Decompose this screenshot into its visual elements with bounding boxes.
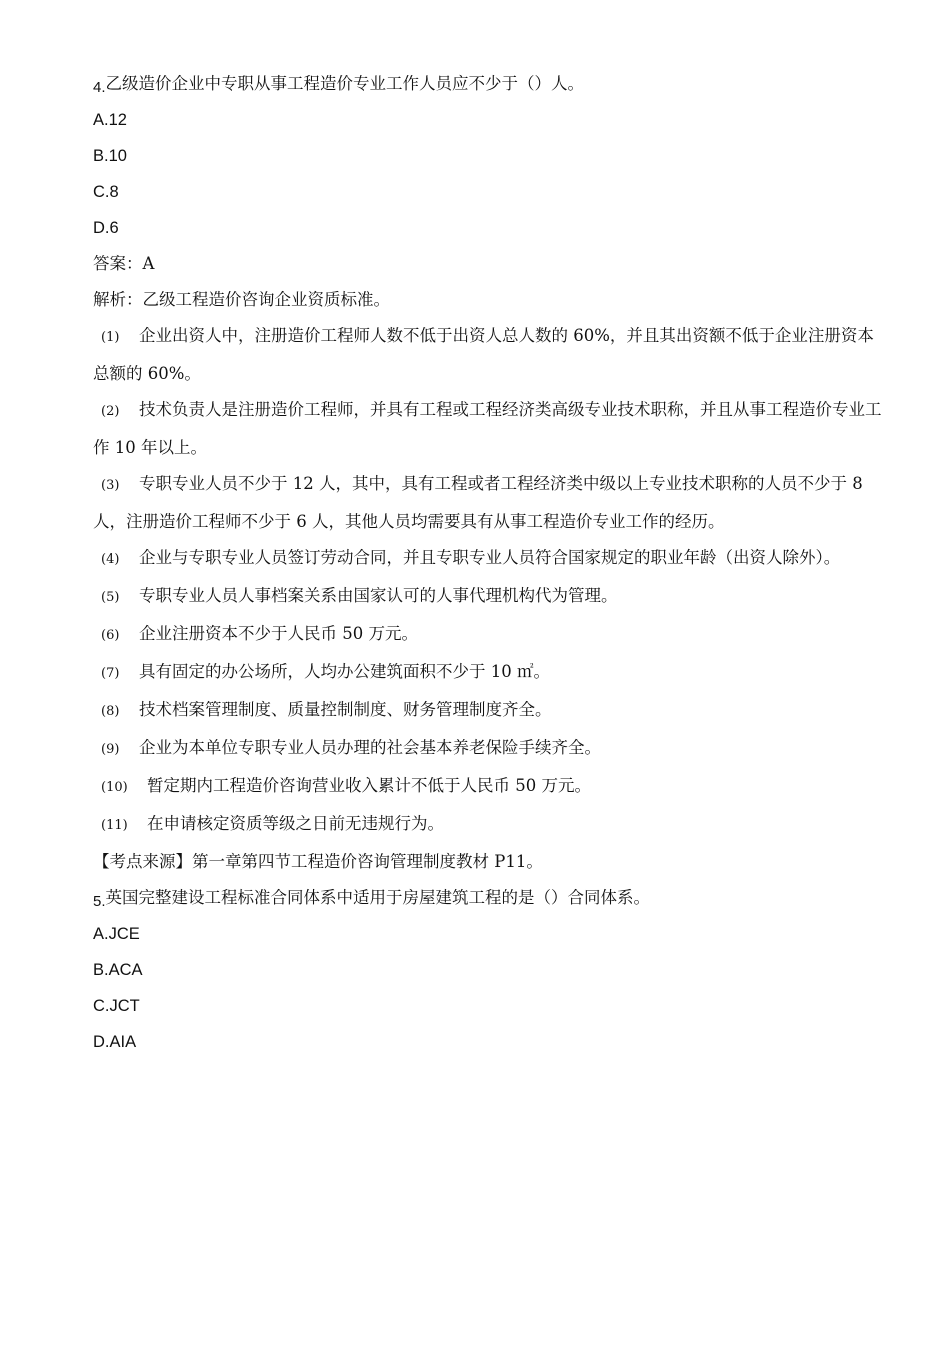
option-b: B.ACA xyxy=(93,961,143,979)
option-d: D.6 xyxy=(93,219,119,237)
document-page xyxy=(93,66,883,1060)
item-text: 企业与专职专业人员签订劳动合同，并且专职专业人员符合国家规定的职业年龄（出资人除外）。 xyxy=(139,548,841,567)
item-text: 技术档案管理制度、质量控制制度、财务管理制度齐全。 xyxy=(139,700,552,719)
analysis-item xyxy=(93,466,883,540)
option-b: B.10 xyxy=(93,147,127,165)
analysis-item xyxy=(93,806,883,844)
item-number: (2) xyxy=(101,404,120,419)
analysis-title: 解析：乙级工程造价咨询企业资质标准。 xyxy=(93,290,390,309)
item-text: 暂定期内工程造价咨询营业收入累计不低于人民币 50 万元。 xyxy=(147,776,591,795)
analysis-item xyxy=(93,392,883,466)
item-number: (9) xyxy=(101,742,120,757)
item-number: (4) xyxy=(101,552,120,567)
option-d: D.AIA xyxy=(93,1033,137,1051)
item-text: 企业出资人中，注册造价工程师人数不低于出资人总人数的 60%，并且其出资额不低于企业注册资本总额的 60%。 xyxy=(93,326,874,383)
analysis-item xyxy=(93,654,883,692)
item-text: 专职专业人员不少于 12 人，其中，具有工程或者工程经济类中级以上专业技术职称的人员不少于 8 人，注册造价工程师不少于 6 人，其他人员均需要具有从事工程造价专业工作的经历。 xyxy=(93,474,863,531)
analysis-item xyxy=(93,768,883,806)
option-c: C.8 xyxy=(93,183,119,201)
item-number: (3) xyxy=(101,478,120,493)
option-c: C.JCT xyxy=(93,997,140,1015)
item-number: (5) xyxy=(101,590,120,605)
item-number: (1) xyxy=(101,330,120,345)
source-note: 【考点来源】第一章第四节工程造价咨询管理制度教材 P11。 xyxy=(93,852,543,871)
analysis-item xyxy=(93,540,883,578)
analysis-item xyxy=(93,616,883,654)
question-4-stem xyxy=(93,66,883,102)
item-number: (6) xyxy=(101,628,120,643)
question-text: 乙级造价企业中专职从事工程造价专业工作人员应不少于（）人。 xyxy=(105,74,585,93)
question-number: 5. xyxy=(93,893,106,910)
question-text: 英国完整建设工程标准合同体系中适用于房屋建筑工程的是（）合同体系。 xyxy=(105,888,651,907)
analysis-item xyxy=(93,318,883,392)
question-5-stem xyxy=(93,880,883,916)
item-text: 具有固定的办公场所，人均办公建筑面积不少于 10 ㎡。 xyxy=(139,662,550,681)
analysis-item xyxy=(93,730,883,768)
option-a: A.12 xyxy=(93,111,127,129)
item-text: 技术负责人是注册造价工程师，并具有工程或工程经济类高级专业技术职称，并且从事工程造价专业工作 10 年以上。 xyxy=(93,400,882,457)
item-text: 在申请核定资质等级之日前无违规行为。 xyxy=(147,814,444,833)
item-number: (11) xyxy=(101,818,128,833)
option-a: A.JCE xyxy=(93,925,140,943)
item-number: (10) xyxy=(101,780,128,795)
question-number: 4. xyxy=(93,79,106,96)
analysis-item xyxy=(93,692,883,730)
answer-line: 答案：A xyxy=(93,254,155,273)
item-text: 企业注册资本不少于人民币 50 万元。 xyxy=(139,624,418,643)
item-text: 企业为本单位专职专业人员办理的社会基本养老保险手续齐全。 xyxy=(139,738,601,757)
item-number: (7) xyxy=(101,666,120,681)
item-text: 专职专业人员人事档案关系由国家认可的人事代理机构代为管理。 xyxy=(139,586,618,605)
item-number: (8) xyxy=(101,704,120,719)
analysis-item xyxy=(93,578,883,616)
